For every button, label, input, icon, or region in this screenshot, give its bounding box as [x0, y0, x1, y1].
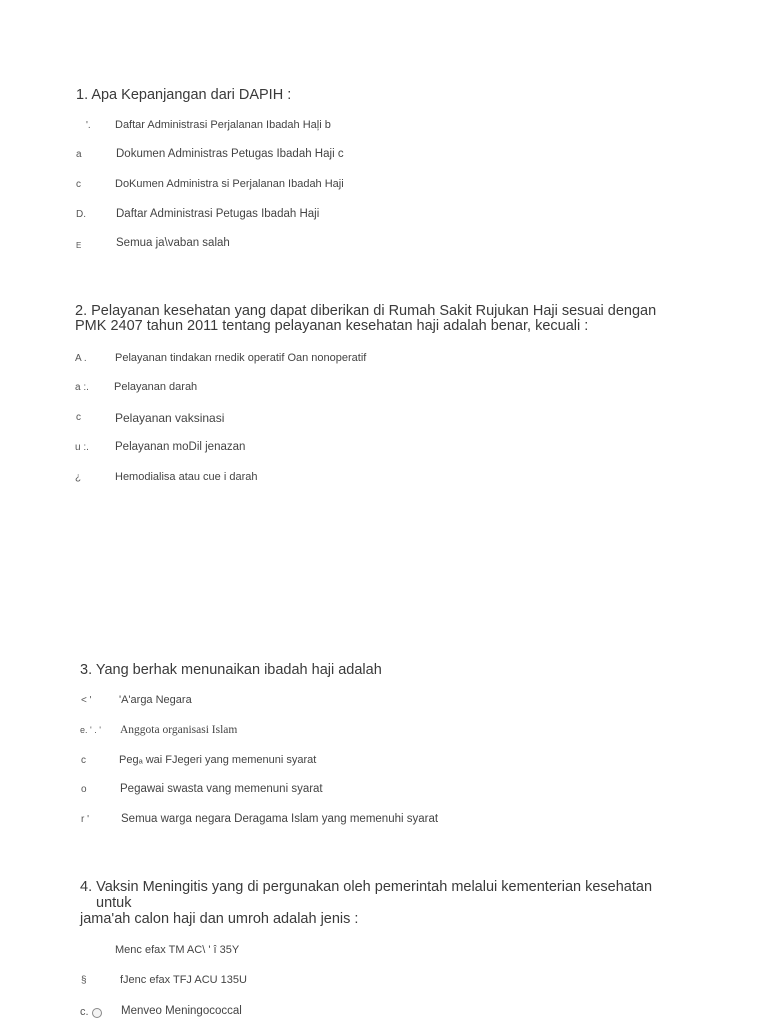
option-text: 'A'arga Negara [119, 694, 192, 706]
question-4-text-line2: untuk [96, 895, 132, 911]
option-marker: c [76, 179, 81, 190]
option-text: Daftar Administrasi Petugas Ibadah Haji [116, 208, 320, 220]
option-marker: c [76, 412, 81, 423]
question-1-text: 1. Apa Kepanjangan dari DAPIH : [76, 87, 292, 103]
option-marker: A . [75, 353, 87, 364]
question-3-option-e [0, 812, 768, 828]
question-4-text-line3: jama'ah calon haji dan umroh adalah jenis : [80, 911, 359, 927]
option-text: Pelayanan vaksinasi [115, 411, 225, 425]
option-text: Hemodialisa atau cue i darah [115, 471, 258, 483]
question-2-option-d [0, 440, 768, 456]
question-1-option-a [0, 118, 768, 134]
option-marker: ¿ [75, 472, 82, 483]
question-2-option-a [0, 351, 768, 367]
option-text: Dokumen Administras Petugas Ibadah Haji c [116, 148, 344, 160]
option-text: Semua ja\vaban salah [116, 237, 230, 249]
question-4-option-c [0, 1004, 768, 1020]
option-text: Menc efax TM AC\ ' î 35Y [115, 944, 240, 956]
option-marker: < ' [81, 695, 92, 706]
option-text: Pelayanan moDil jenazan [115, 441, 246, 453]
question-1-option-d [0, 207, 768, 223]
option-marker: e. ' . ' [80, 725, 101, 735]
option-text: Semua warga negara Deragama Islam yang memenuhi syarat [121, 813, 439, 825]
question-3-option-c [0, 753, 768, 769]
option-marker: c. [80, 1006, 89, 1018]
radio-icon [92, 1008, 102, 1018]
question-3-option-d [0, 782, 768, 798]
question-1-option-e [0, 236, 768, 252]
option-marker: r ' [81, 814, 90, 825]
option-marker: u :. [75, 442, 89, 453]
question-4-text-line1: 4. Vaksin Meningitis yang di pergunakan oleh pemerintah melalui kementerian kesehatan [80, 879, 653, 895]
question-2-option-b [0, 380, 768, 396]
option-marker: c [81, 755, 86, 766]
option-marker: E [76, 241, 82, 250]
option-text: fJenc efax TFJ ACU 135U [120, 974, 247, 986]
option-marker: a [76, 149, 82, 160]
question-3-text: 3. Yang berhak menunaikan ibadah haji adalah [80, 662, 382, 678]
option-text: DoKumen Administra si Perjalanan Ibadah Haji [115, 178, 344, 190]
question-1-option-c [0, 177, 768, 193]
option-marker: § [81, 975, 87, 986]
question-4-option-b [0, 973, 768, 989]
option-text: Pegawai swasta vang memenuni syarat [120, 783, 323, 795]
option-text: Anggota organisasi Islam [120, 724, 238, 736]
option-marker: o [81, 784, 87, 795]
question-3-option-b [0, 723, 768, 739]
option-text: Daftar Administrasi Perjalanan Ibadah Haļi b [115, 119, 331, 131]
question-2-text-line2: PMK 2407 tahun 2011 tentang pelayanan kesehatan haji adalah benar, kecuali : [75, 318, 589, 334]
question-3-option-a [0, 693, 768, 709]
option-marker: D. [76, 209, 86, 220]
option-text: Pelayanan darah [114, 381, 198, 393]
option-text: Menveo Meningococcal [121, 1005, 242, 1017]
option-marker: a :. [75, 382, 89, 393]
option-text: Pelayanan tindakan rnedik operatif Oan nonoperatif [115, 352, 367, 364]
question-1-option-b [0, 147, 768, 163]
question-2-text-line1: 2. Pelayanan kesehatan yang dapat diberikan di Rumah Sakit Rujukan Haji sesuai dengan [75, 303, 657, 319]
option-marker: '. [86, 120, 91, 131]
question-2-option-e [0, 470, 768, 486]
question-4-option-a [0, 943, 768, 959]
question-2-option-c [0, 410, 768, 426]
option-text: Pegₐ wai FJegeri yang memenuni syarat [119, 754, 317, 766]
